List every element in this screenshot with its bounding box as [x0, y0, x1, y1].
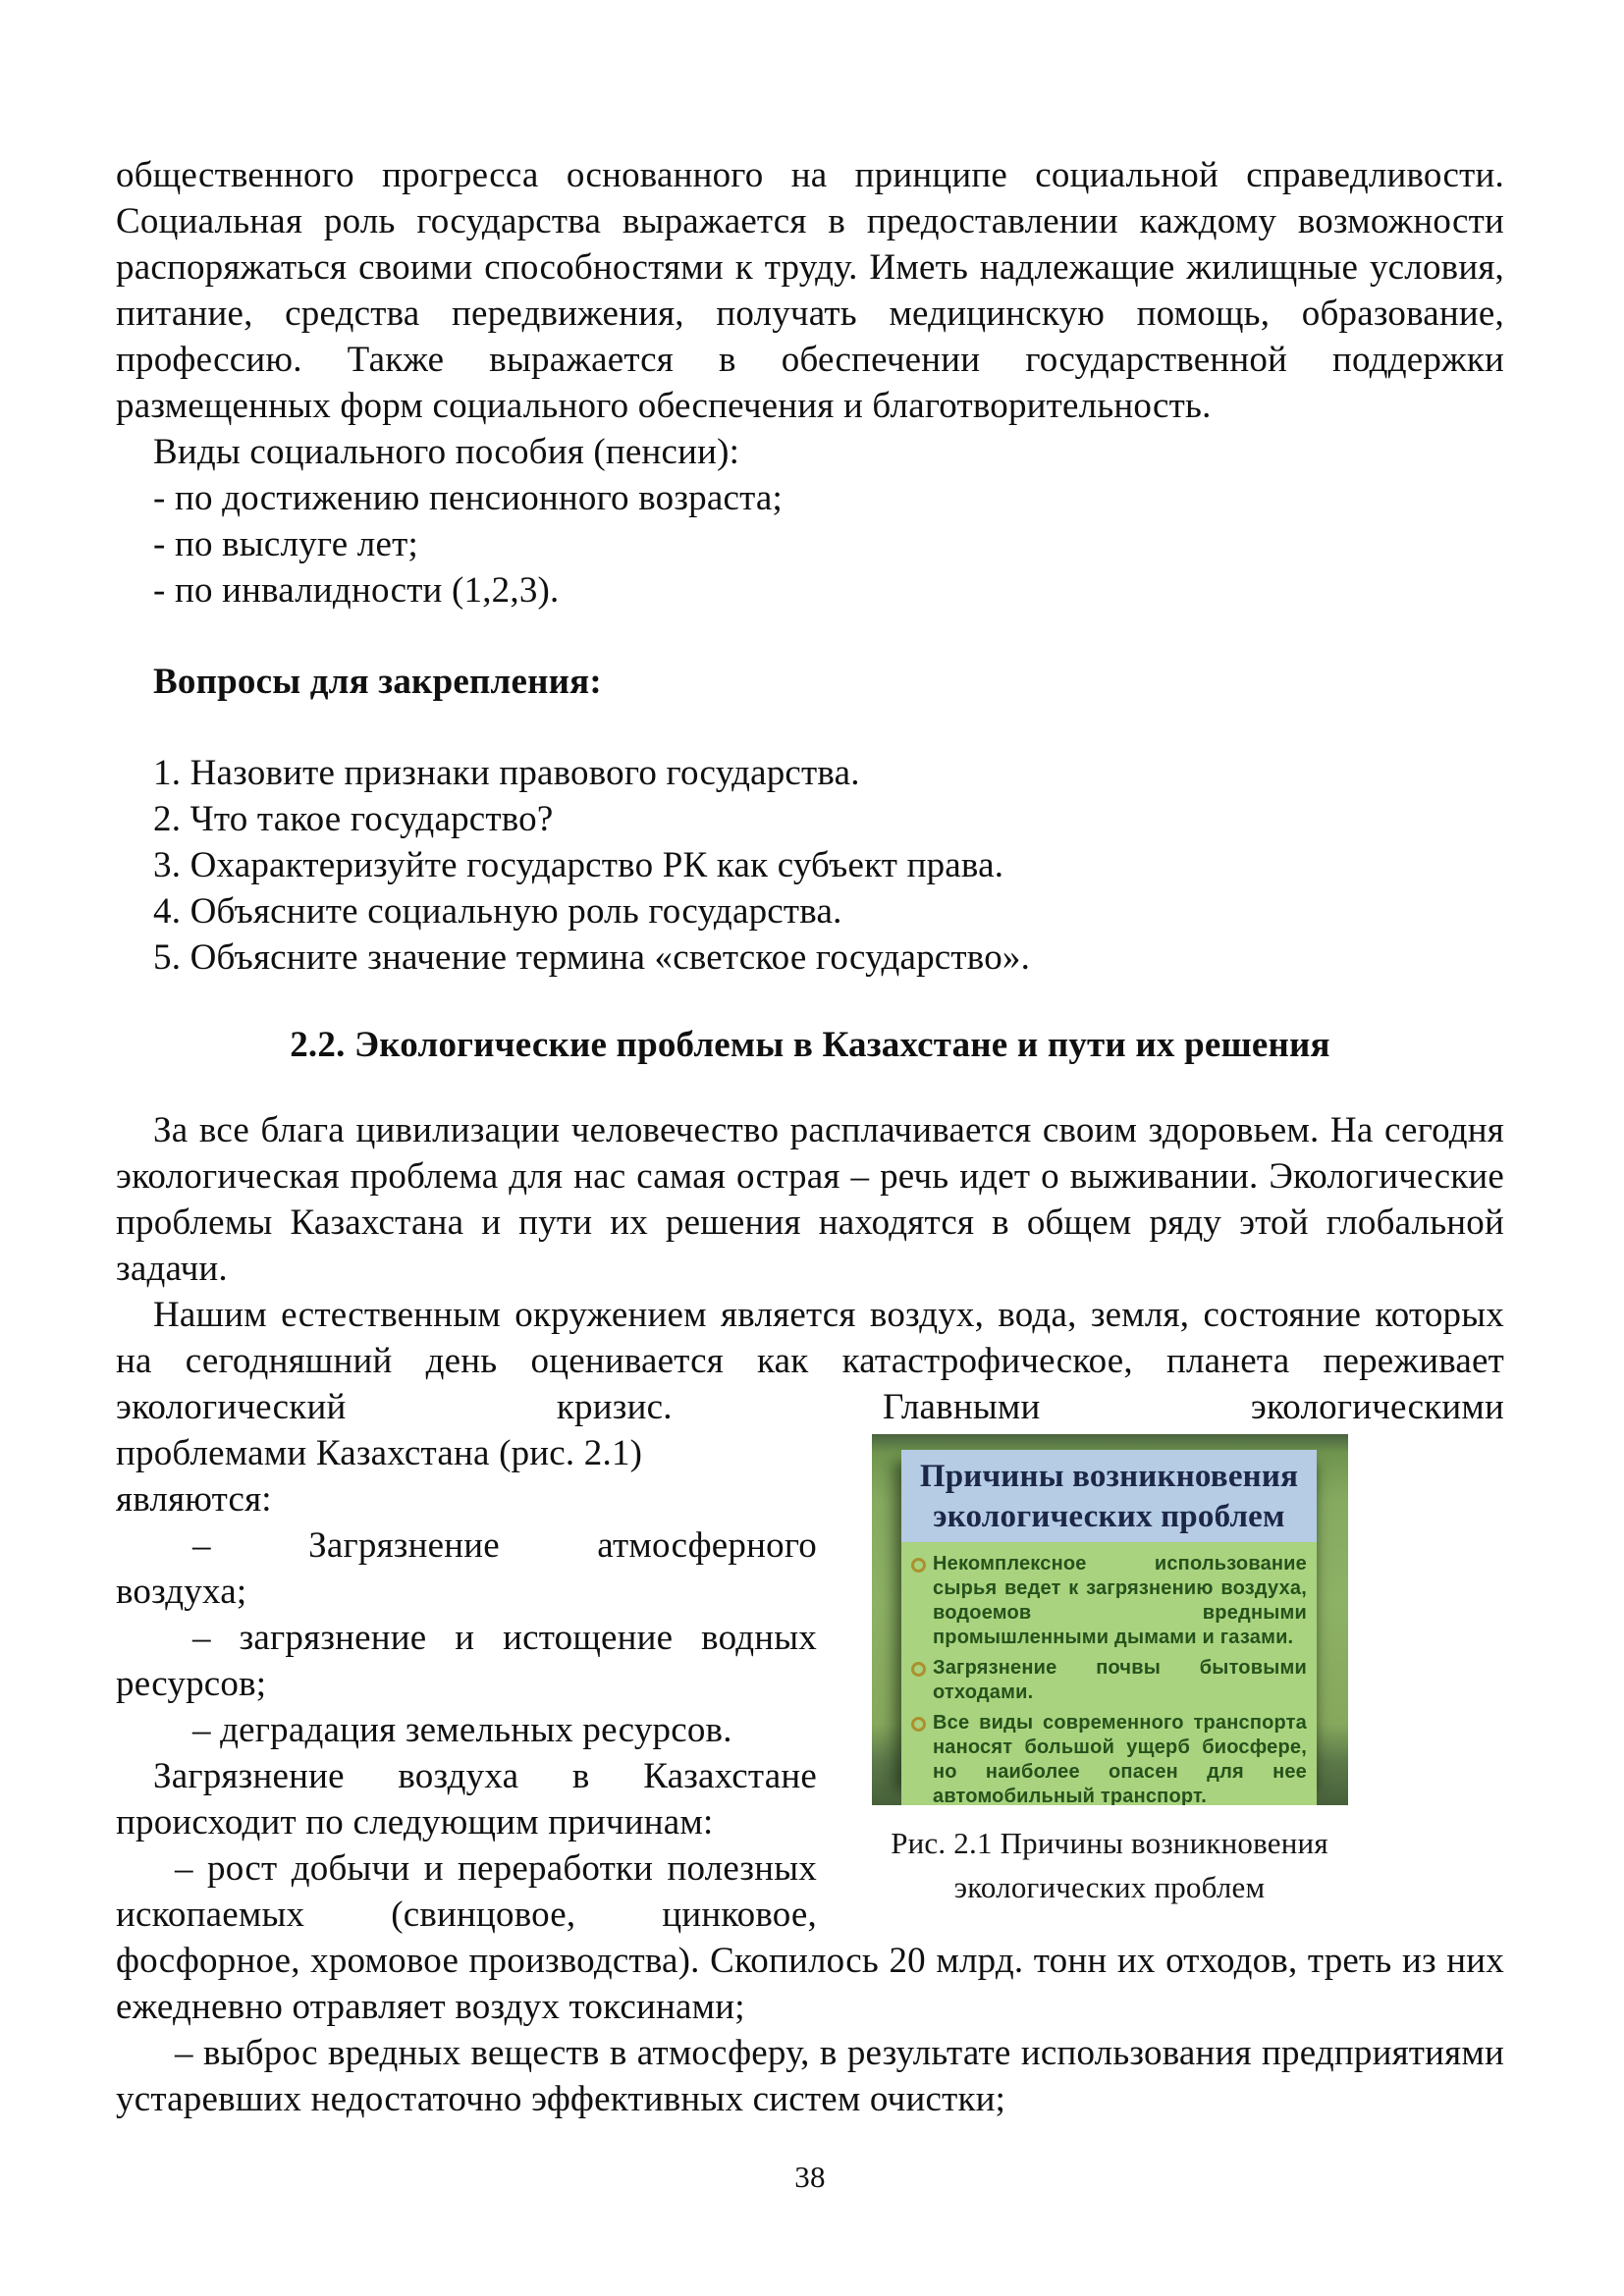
page-number: 38: [794, 2160, 826, 2194]
cause-item: – выброс вредных веществ в атмосферу, в результате использования предприятиями устаревших недостаточно эффективных систем очистки;: [116, 2033, 1504, 2119]
bullet-ring-icon: [911, 1662, 926, 1677]
benefit-item: - по выслуге лет;: [153, 524, 418, 564]
figure-2-1: [817, 1434, 1504, 1925]
bullet-ring-icon: [911, 1717, 926, 1732]
slide-photo: [872, 1434, 1348, 1805]
slide-bullet-text: Загрязнение почвы бытовыми отходами.: [933, 1657, 1307, 1703]
slide-bullet-text: Некомплексное использование сырья ведет к загрязнению воздуха, водоемов вредными промышленными дымами и газами.: [933, 1553, 1307, 1648]
questions-list: [116, 750, 1504, 981]
cause-item: – рост добычи и переработки полезных ископаемых (свинцовое, цинковое, фосфорное, хромовое производства). Скопилось 20 млрд. тонн их отходов, треть из них ежедневно отравляет воздух токсинами;: [116, 1848, 1504, 2027]
slide-body: [901, 1542, 1317, 1805]
eco-problem-item: – загрязнение и истощение водных ресурсов;: [116, 1618, 817, 1704]
page-content: [116, 152, 1504, 2200]
figure-wrap-line: проблемами Казахстана (рис. 2.1): [116, 1433, 643, 1473]
slide-title: Причины возникновения экологических проблем: [901, 1450, 1317, 1542]
paragraph-air-pollution: Загрязнение воздуха в Казахстане происходит по следующим причинам:: [116, 1756, 817, 1842]
question-item: 1. Назовите признаки правового государства.: [153, 753, 860, 793]
figure-caption: Рис. 2.1 Причины возникновения экологических проблем: [891, 1826, 1328, 1904]
benefits-intro: Виды социального пособия (пенсии):: [153, 432, 740, 472]
question-item: 3. Охарактеризуйте государство РК как субъект права.: [153, 845, 1004, 885]
paragraph-social-role: общественного прогресса основанного на принципе социальной справедливости. Социальная роль государства выражается в предоставлении каждому возможности распоряжаться своими способностями к труду. Иметь надлежащие жилищные условия, питание, средства передвижения, получать медицинскую помощь, образование, профессию. Также выражается в обеспечении государственной поддержки размещенных форм социального обеспечения и благотворительность.: [116, 155, 1504, 426]
section-heading: 2.2. Экологические проблемы в Казахстане и пути их решения: [290, 1025, 1330, 1065]
paragraph-environment: Нашим естественным окружением является воздух, вода, земля, состояние которых на сегодняшний день оценивается как катастрофическое, планета переживает экологический кризис. Главными экологическими: [116, 1295, 1504, 1427]
questions-heading: Вопросы для закрепления:: [153, 662, 602, 702]
bullet-ring-icon: [911, 1558, 926, 1573]
benefit-item: - по инвалидности (1,2,3).: [153, 570, 560, 611]
question-item: 4. Объясните социальную роль государства.: [153, 891, 842, 932]
eco-problem-item: – Загрязнение атмосферного воздуха;: [116, 1525, 817, 1612]
slide-bullet: [909, 1711, 1307, 1805]
paragraph-ecology-intro: За все блага цивилизации человечество расплачивается своим здоровьем. На сегодня экологическая проблема для нас самая острая – речь идет о выживании. Экологические проблемы Казахстана и пути их решения находятся в общем ряду этой глобальной задачи.: [116, 1110, 1504, 1289]
figure-wrap-line: являются:: [116, 1479, 272, 1520]
slide-bullet: [909, 1552, 1307, 1650]
benefit-item: - по достижению пенсионного возраста;: [153, 478, 784, 518]
eco-problem-item: – деградация земельных ресурсов.: [192, 1710, 732, 1750]
question-item: 2. Что такое государство?: [153, 799, 554, 839]
slide: [901, 1450, 1317, 1805]
question-item: 5. Объясните значение термина «светское государство».: [153, 937, 1031, 978]
slide-bullet: [909, 1656, 1307, 1705]
slide-bullet-text: Все виды современного транспорта наносят большой ущерб биосфере, но наиболее опасен для нее автомобильный транспорт.: [933, 1712, 1307, 1805]
